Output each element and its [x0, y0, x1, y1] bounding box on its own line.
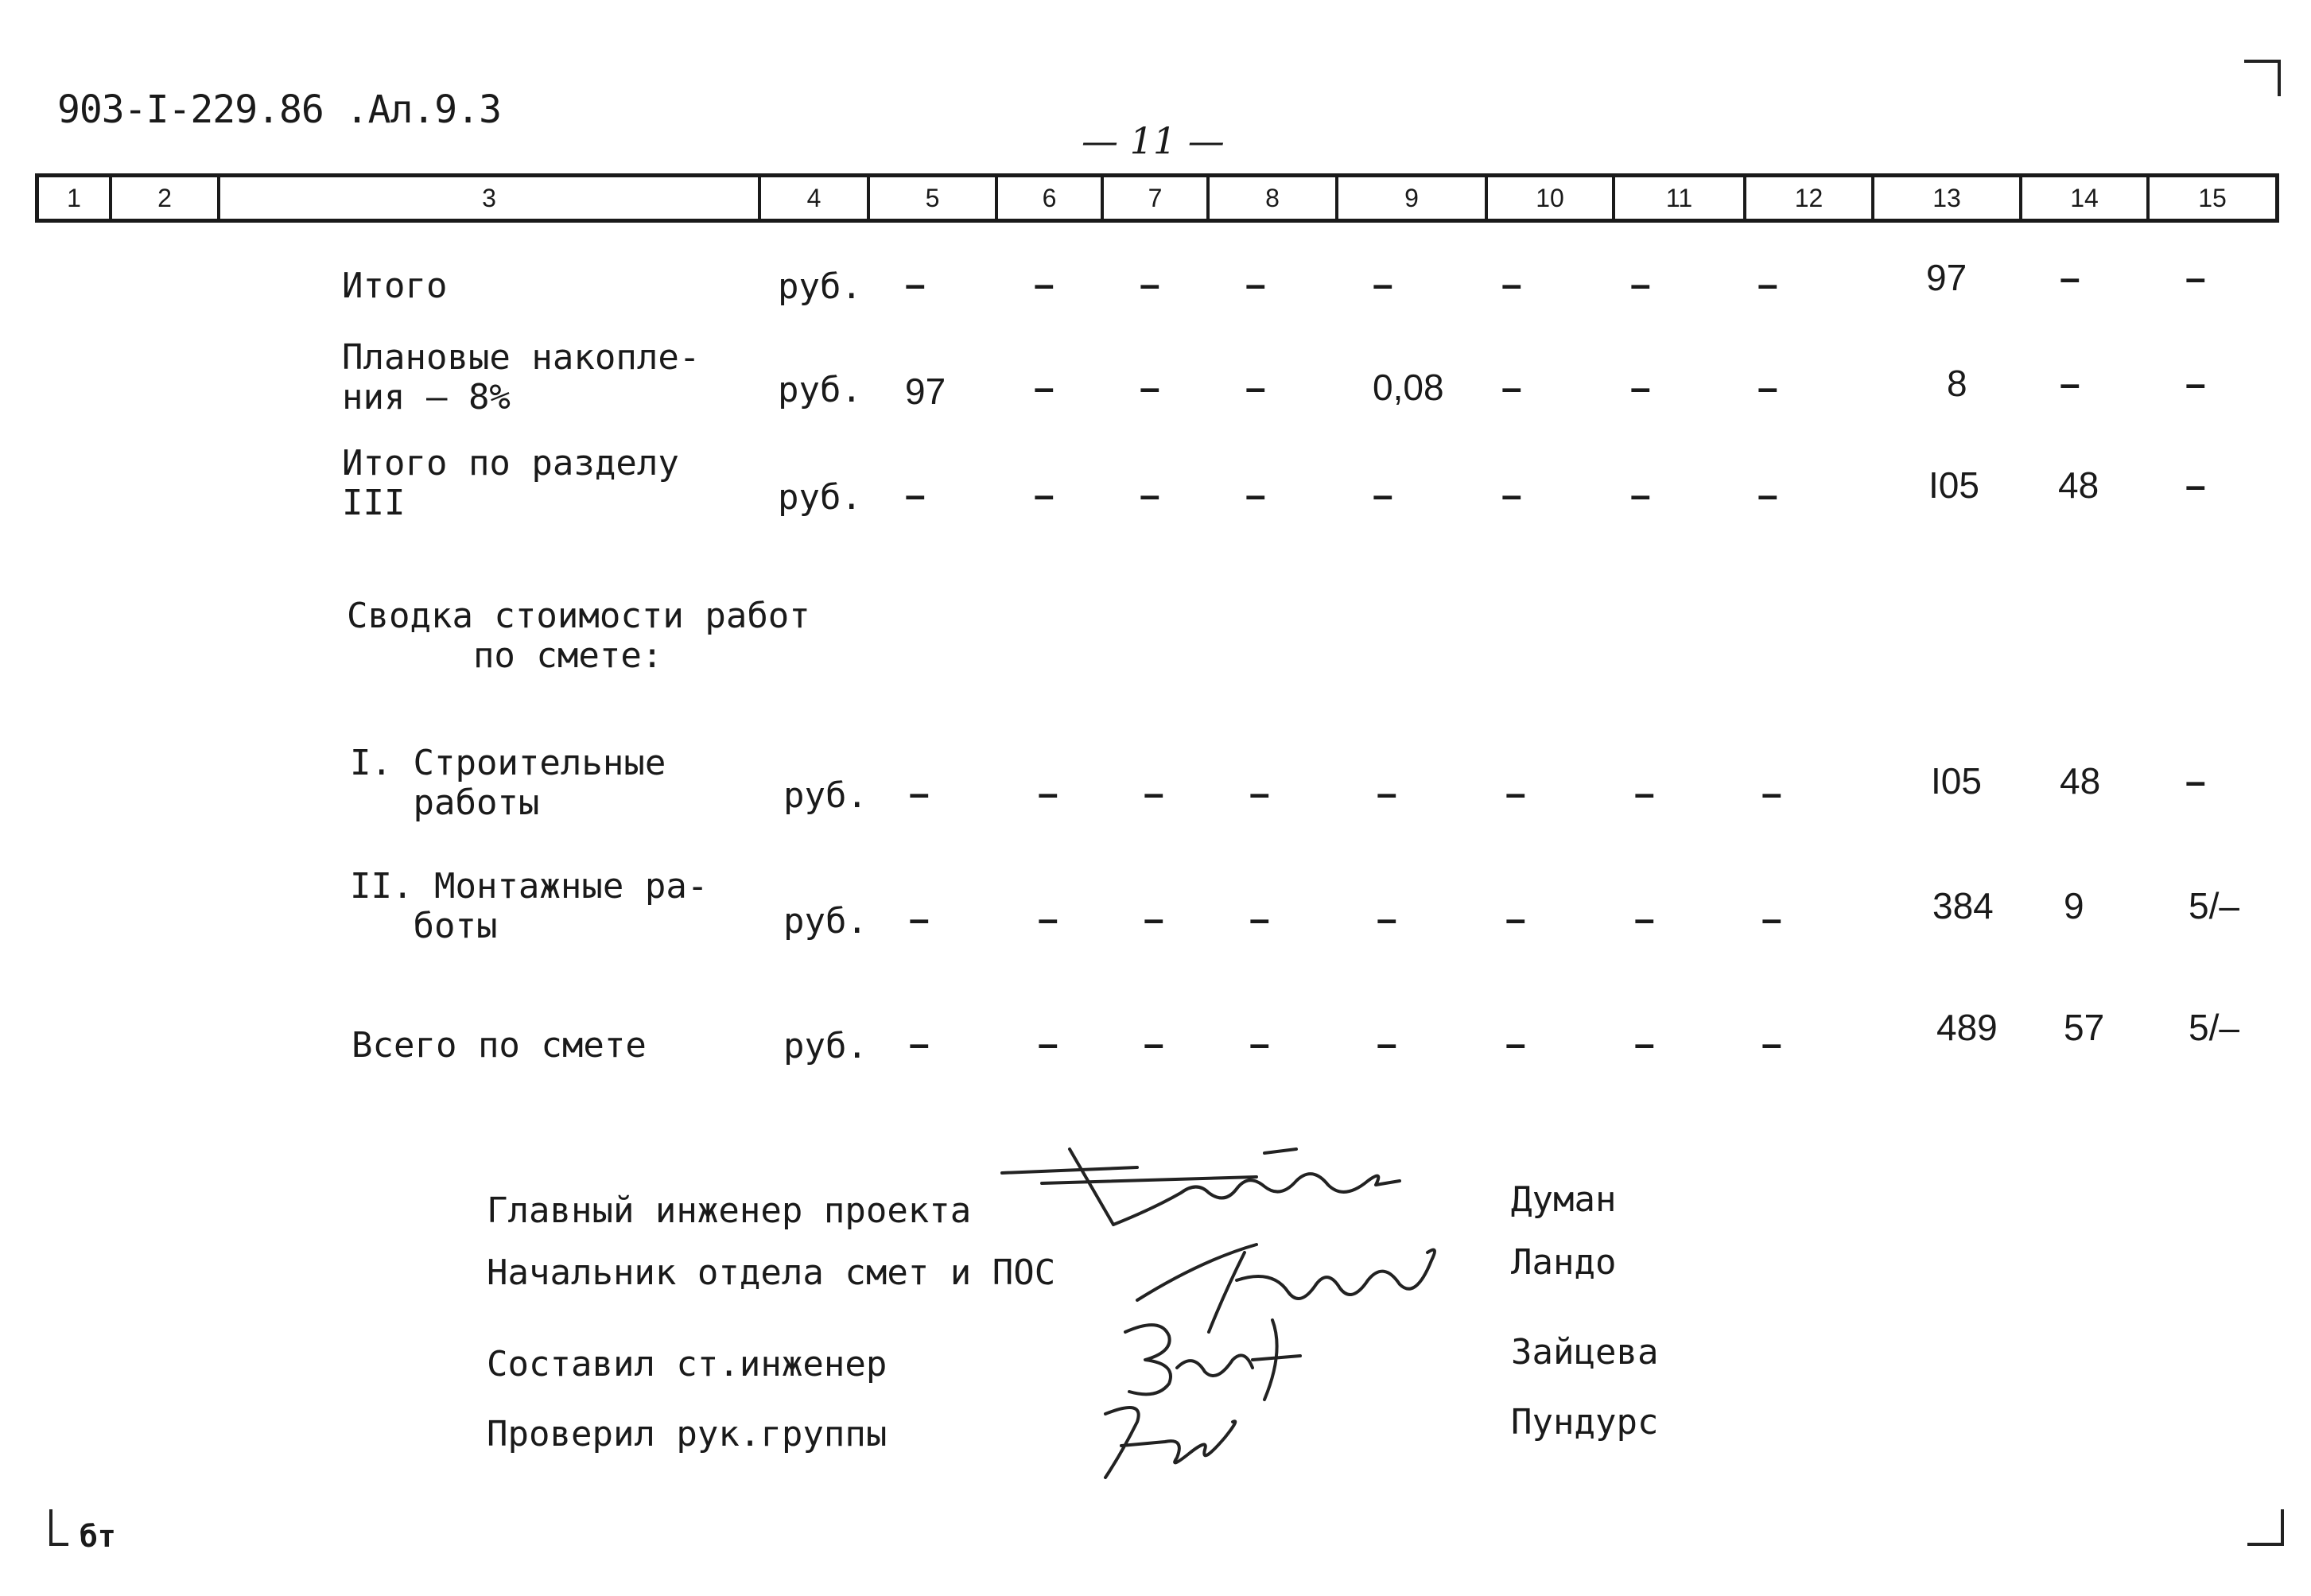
- cell-col15: –: [2185, 257, 2206, 298]
- cell-col13: 384: [1932, 885, 1994, 926]
- cell-col7: –: [1140, 263, 1160, 305]
- cell-col5: –: [905, 263, 926, 305]
- column-number: 10: [1488, 177, 1615, 219]
- cell-col13: 489: [1936, 1007, 1998, 1048]
- cell-col8: –: [1245, 263, 1266, 305]
- signature-name: Пундурс: [1511, 1402, 1659, 1443]
- cell-col9: 0,08: [1373, 367, 1444, 408]
- cell-col5: –: [909, 1023, 930, 1064]
- signature-role: Проверил рук.группы: [487, 1414, 888, 1454]
- cell-col14: 48: [2060, 760, 2101, 802]
- cell-col7: –: [1144, 1023, 1164, 1064]
- column-number: 8: [1210, 177, 1338, 219]
- cell-col9: –: [1373, 474, 1393, 515]
- cell-col12: –: [1758, 474, 1778, 515]
- corner-mark-top-right: [2244, 60, 2281, 96]
- cell-col6: –: [1034, 263, 1055, 305]
- cell-col12: –: [1761, 898, 1782, 939]
- cell-col15: –: [2185, 464, 2206, 506]
- column-number: 4: [761, 177, 870, 219]
- cell-col6: –: [1038, 1023, 1058, 1064]
- cell-col12: –: [1761, 772, 1782, 814]
- cell-col10: –: [1501, 263, 1522, 305]
- cell-col10: –: [1501, 474, 1522, 515]
- row-unit: руб.: [778, 266, 862, 307]
- column-number: 7: [1104, 177, 1210, 219]
- cell-col11: –: [1634, 1023, 1655, 1064]
- cell-col10: –: [1505, 772, 1526, 814]
- cell-col12: –: [1758, 367, 1778, 408]
- cell-col11: –: [1634, 772, 1655, 814]
- cell-col10: –: [1501, 367, 1522, 408]
- cell-col8: –: [1249, 772, 1270, 814]
- cell-col5: 97: [905, 371, 946, 412]
- cell-col11: –: [1634, 898, 1655, 939]
- summary-title: Сводка стоимости работ по смете:: [347, 596, 810, 676]
- row-label: I. Строительные работы: [350, 743, 666, 823]
- column-number: 1: [39, 177, 112, 219]
- column-number: 9: [1338, 177, 1488, 219]
- cell-col11: –: [1630, 367, 1651, 408]
- signature-role: Начальник отдела смет и ПОС: [487, 1252, 1056, 1293]
- cell-col6: –: [1038, 898, 1058, 939]
- cell-col6: –: [1034, 367, 1055, 408]
- cell-col12: –: [1758, 263, 1778, 305]
- cell-col14: –: [2060, 257, 2080, 298]
- cell-col9: –: [1373, 263, 1393, 305]
- cell-col8: –: [1249, 1023, 1270, 1064]
- cell-col5: –: [909, 898, 930, 939]
- cell-col15: 5/–: [2189, 885, 2239, 926]
- cell-col7: –: [1140, 367, 1160, 408]
- row-label: Итого по разделу III: [342, 443, 679, 523]
- column-number: 11: [1615, 177, 1746, 219]
- cell-col12: –: [1761, 1023, 1782, 1064]
- cell-col9: –: [1377, 772, 1397, 814]
- column-number: 5: [870, 177, 998, 219]
- cell-col14: 9: [2064, 885, 2084, 926]
- cell-col11: –: [1630, 263, 1651, 305]
- cell-col10: –: [1505, 1023, 1526, 1064]
- cell-col7: –: [1144, 898, 1164, 939]
- cell-col14: 48: [2058, 464, 2099, 506]
- row-label: Итого: [342, 266, 448, 306]
- cell-col15: –: [2185, 363, 2206, 404]
- column-number: 14: [2022, 177, 2150, 219]
- row-unit: руб.: [778, 477, 862, 518]
- row-label: Плановые накопле- ния – 8%: [342, 337, 701, 417]
- corner-mark-bottom-right: [2247, 1509, 2284, 1546]
- corner-mark-bottom-left: [49, 1509, 68, 1546]
- signature-name: Зайцева: [1511, 1332, 1659, 1373]
- column-number: 3: [220, 177, 761, 219]
- cell-col14: –: [2060, 363, 2080, 404]
- column-number: 6: [998, 177, 1104, 219]
- cell-col15: 5/–: [2189, 1007, 2239, 1048]
- row-unit: руб.: [778, 370, 862, 410]
- cell-col6: –: [1038, 772, 1058, 814]
- row-label: Всего по смете: [352, 1025, 647, 1066]
- cell-col5: –: [909, 772, 930, 814]
- cell-col13: I05: [1931, 760, 1982, 802]
- cell-col9: –: [1377, 1023, 1397, 1064]
- signature-role: Главный инженер проекта: [487, 1190, 972, 1231]
- cell-col13: 97: [1926, 257, 1967, 298]
- row-unit: руб.: [783, 1026, 868, 1066]
- cell-col11: –: [1630, 474, 1651, 515]
- cell-col10: –: [1505, 898, 1526, 939]
- row-label: II. Монтажные ра- боты: [350, 866, 709, 946]
- cell-col8: –: [1245, 474, 1266, 515]
- page-number: — 11 —: [1082, 119, 1225, 162]
- document-code: 903-I-229.86 .Ал.9.3: [57, 87, 501, 132]
- cell-col7: –: [1140, 474, 1160, 515]
- cell-col14: 57: [2064, 1007, 2105, 1048]
- cell-col5: –: [905, 474, 926, 515]
- cell-col6: –: [1034, 474, 1055, 515]
- signature-role: Составил ст.инженер: [487, 1344, 888, 1384]
- signature-group-head: [1089, 1390, 1264, 1485]
- row-unit: руб.: [783, 901, 868, 942]
- cell-col7: –: [1144, 772, 1164, 814]
- cell-col13: 8: [1947, 363, 1967, 404]
- cell-col8: –: [1245, 367, 1266, 408]
- signature-chief-engineer: [994, 1137, 1408, 1241]
- column-number: 15: [2198, 183, 2227, 212]
- format-mark: бт: [80, 1519, 116, 1554]
- column-number: 12: [1746, 177, 1874, 219]
- signature-name: Думан: [1511, 1179, 1617, 1220]
- cell-col9: –: [1377, 898, 1397, 939]
- row-unit: руб.: [783, 775, 868, 816]
- column-number: 2: [112, 177, 220, 219]
- cell-col13: I05: [1928, 464, 1979, 506]
- column-number: 13: [1874, 177, 2022, 219]
- cell-col15: –: [2185, 760, 2206, 802]
- signature-name: Ландо: [1511, 1242, 1617, 1283]
- cell-col8: –: [1249, 898, 1270, 939]
- column-number-header: [35, 173, 2279, 223]
